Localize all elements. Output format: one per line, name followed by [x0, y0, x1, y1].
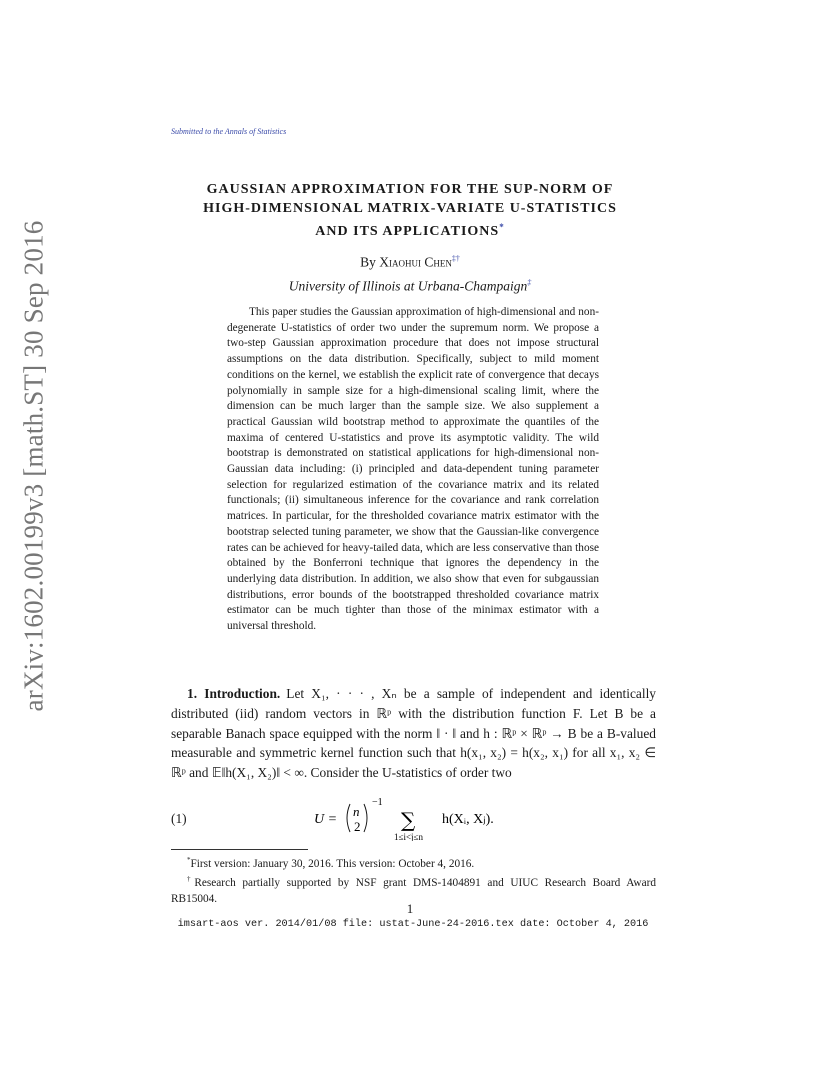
equation-exponent: −1 — [372, 797, 383, 808]
sum-range: 1≤i<j≤n — [394, 832, 423, 841]
introduction-paragraph — [171, 684, 656, 783]
imsart-footer: imsart-aos ver. 2014/01/08 file: ustat-June-24-2016.tex date: October 4, 2016 — [177, 919, 649, 930]
sum-symbol: ∑ — [401, 808, 416, 832]
footnotes — [171, 853, 656, 907]
arxiv-stamp — [8, 220, 60, 712]
affiliation — [150, 278, 670, 295]
affiliation-mark: ‡ — [527, 278, 532, 287]
equation-summand: h(Xᵢ, Xⱼ). — [442, 812, 494, 827]
page-number: 1 — [406, 901, 414, 916]
footnote-rule — [171, 849, 308, 850]
author-footnote-marks[interactable]: ‡† — [451, 254, 460, 263]
footnote-1 — [171, 853, 656, 872]
binom-left-paren — [347, 804, 350, 832]
abstract: This paper studies the Gaussian approximation of high-dimensional and non-degenerate U-statistics of order two under the supremum norm. We propose a two-step Gaussian approximation procedure that does not impose structural assumptions on the data distribution. Specifically, subject to mild moment conditions on the kernel, we establish the explicit rate of convergence that decays polynomially in sample size for a high-dimensional scaling limit, where the dimension can be much larger than the sample size. We also supplement a practical Gaussian wild bootstrap method to approximate the quantiles of the maxima of centered U-statistics and prove its asymptotic validity. The wild bootstrap is demonstrated on statistical applications for high-dimensional non-Gaussian data including: (i) principled and data-dependent tuning parameter selection for regularized estimation of the covariance matrix and its related functionals; (ii) simultaneous inference for the covariance and rank correlation matrices. In particular, for the thresholded covariance matrix estimator with the bootstrap selected tuning parameter, we show that the Gaussian-like convergence rates can be achieved for heavy-tailed data, which are less conservative than those obtained by the Bonferroni technique that ignores the dependency in the underlying data distribution. In addition, we also show that even for subgaussian distributions, error bounds of the bootstrapped thresholded covariance matrix estimator can be much tighter than those of the minimax estimator with a universal threshold. — [227, 306, 599, 633]
title-line-2: HIGH-DIMENSIONAL MATRIX-VARIATE U-STATISTICS — [203, 201, 617, 216]
intro-text: Let X₁, · · · , Xₙ be a sample of independent and identically distributed (iid) random vectors in ℝᵖ with the distribution function F. Let B be a separable Banach space equipped with the norm ‖ · ‖ and h : ℝᵖ × ℝᵖ → B be a B-valued measurable and symmetric kernel function such that h(x₁, x₂) = h(x₂, x₁) for all x₁, x₂ ∈ ℝᵖ and 𝔼‖h(X₁, X₂)‖ < ∞. Consider the U-statistics of order two — [171, 686, 656, 781]
paper-title — [150, 180, 670, 241]
binom-right-paren — [364, 804, 367, 832]
author-line — [150, 254, 670, 271]
title-footnote-mark[interactable]: * — [499, 222, 505, 232]
equation-lhs: U = — [314, 812, 338, 827]
equation-1 — [314, 797, 574, 841]
affiliation-text: University of Illinois at Urbana-Champaign — [288, 278, 528, 294]
title-line-1: GAUSSIAN APPROXIMATION FOR THE SUP-NORM OF — [206, 182, 614, 197]
footnote-2-mark: † — [187, 875, 195, 884]
footnote-2-text: Research partially supported by NSF grant DMS-1404891 and UIUC Research Board Award RB15004. — [171, 877, 656, 905]
author-by: By — [360, 254, 376, 270]
footnote-1-mark: * — [187, 856, 191, 864]
arxiv-stamp-text: arXiv:1602.00199v3 [math.ST] 30 Sep 2016 — [18, 220, 49, 712]
journal-name: Submitted to the Annals of Statistics — [171, 127, 287, 136]
section-heading: 1. Introduction. — [187, 686, 281, 701]
title-line-3-text: AND ITS APPLICATIONS — [315, 224, 500, 239]
binom-bottom: 2 — [354, 819, 361, 834]
equation-number: (1) — [171, 811, 187, 826]
binom-top: n — [353, 804, 360, 819]
title-line-3 — [150, 218, 670, 241]
author-name: Xiaohui Chen — [379, 254, 452, 270]
footnote-1-text: First version: January 30, 2016. This version: October 4, 2016. — [190, 857, 475, 870]
